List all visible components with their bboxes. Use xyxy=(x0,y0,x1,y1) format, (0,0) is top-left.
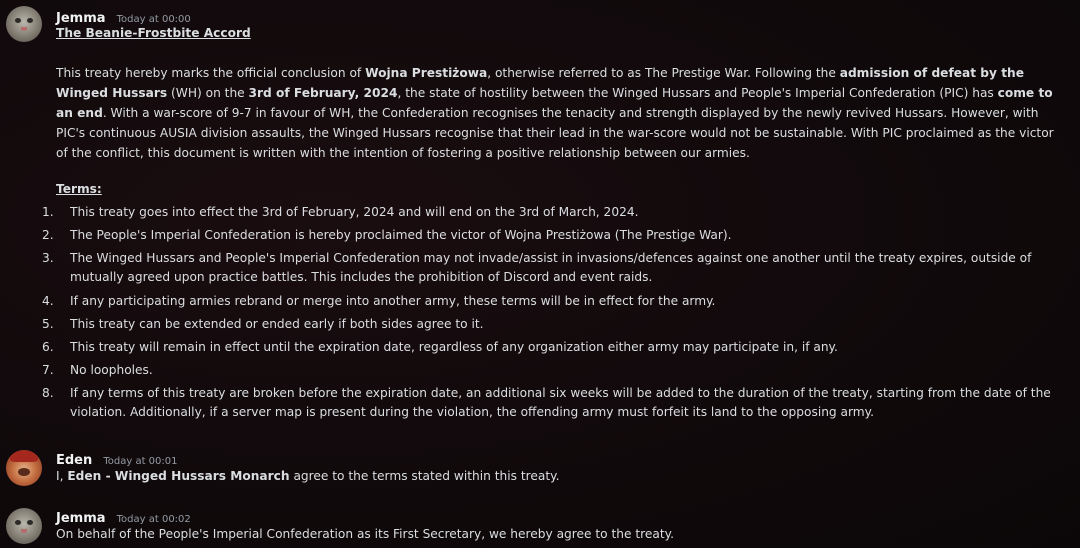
term-item xyxy=(42,226,1065,245)
intro-segment: . With a war-score of 9-7 in favour of WH, the Confederation recognises the tenacity and strength displayed by the newly revived Hussars. However, with PIC's continuous AUSIA division assaults, the Winged Hussars recognise that their lead in the war-score would not be sustainable. With PIC proclaimed as the victor of the conflict, this document is written with the intention of fostering a positive relationship between our armies. xyxy=(56,106,1054,160)
term-number: 1. xyxy=(42,205,54,219)
treaty-intro xyxy=(56,63,1066,163)
term-number: 4. xyxy=(42,294,54,308)
term-item xyxy=(42,361,1065,380)
intro-segment: , otherwise referred to as The Prestige War. Following the xyxy=(487,66,840,80)
term-item xyxy=(42,203,1065,222)
intro-segment: This treaty hereby marks the official conclusion of xyxy=(56,66,366,80)
timestamp: Today at 00:00 xyxy=(116,14,191,25)
term-text: If any participating armies rebrand or merge into another army, these terms will be in effect for the army. xyxy=(70,294,716,308)
term-text: This treaty goes into effect the 3rd of February, 2024 and will end on the 3rd of March, 2024. xyxy=(70,205,639,219)
intro-segment: 3rd of February, 2024 xyxy=(248,86,398,100)
term-item xyxy=(42,249,1065,287)
avatar[interactable] xyxy=(6,450,42,486)
term-item xyxy=(42,315,1065,334)
term-number: 6. xyxy=(42,340,54,354)
intro-segment: , the state of hostility between the Winged Hussars and People's Imperial Confederation (PIC) has xyxy=(397,86,998,100)
message-body: I, Eden - Winged Hussars Monarch agree to the terms stated within this treaty. xyxy=(56,469,560,483)
message-header xyxy=(56,449,178,468)
avatar[interactable] xyxy=(6,6,42,42)
term-text: No loopholes. xyxy=(70,363,153,377)
term-text: This treaty will remain in effect until the expiration date, regardless of any organization either army may participate in, if any. xyxy=(70,340,838,354)
term-number: 5. xyxy=(42,317,54,331)
intro-segment: come to an end xyxy=(56,86,1053,120)
term-number: 2. xyxy=(42,228,54,242)
intro-segment: Wojna Prestiżowa xyxy=(365,66,488,80)
term-text: The Winged Hussars and People's Imperial Confederation may not invade/assist in invasions/defences against one another until the treaty expires, outside of mutually agreed upon practice battles. This includes the prohibition of Discord and event raids. xyxy=(70,251,1032,284)
intro-segment: admission of defeat by the Winged Hussars xyxy=(56,66,1024,100)
terms-heading: Terms: xyxy=(56,182,102,196)
author-name[interactable]: Jemma xyxy=(56,511,106,526)
term-text: This treaty can be extended or ended early if both sides agree to it. xyxy=(70,317,484,331)
term-number: 8. xyxy=(42,386,54,400)
author-name[interactable]: Jemma xyxy=(56,11,106,26)
intro-segment: (WH) on the xyxy=(167,86,249,100)
term-item xyxy=(42,292,1065,311)
term-item xyxy=(42,338,1065,357)
term-number: 3. xyxy=(42,251,54,265)
message-body: On behalf of the People's Imperial Confederation as its First Secretary, we hereby agree to the treaty. xyxy=(56,527,675,541)
timestamp: Today at 00:01 xyxy=(103,456,178,467)
term-item xyxy=(42,384,1065,422)
avatar[interactable] xyxy=(6,508,42,544)
term-text: If any terms of this treaty are broken before the expiration date, an additional six weeks will be added to the duration of the treaty, starting from the date of the violation. Additionally, if a server map is present during the violation, the offending army must forfeit its land to the opposing army. xyxy=(70,386,1051,419)
timestamp: Today at 00:02 xyxy=(116,514,191,525)
message-header xyxy=(56,507,191,526)
author-name[interactable]: Eden xyxy=(56,453,93,468)
treaty-title: The Beanie-Frostbite Accord xyxy=(56,26,251,40)
term-number: 7. xyxy=(42,363,54,377)
term-text: The People's Imperial Confederation is hereby proclaimed the victor of Wojna Prestiżowa (The Prestige War). xyxy=(70,228,732,242)
